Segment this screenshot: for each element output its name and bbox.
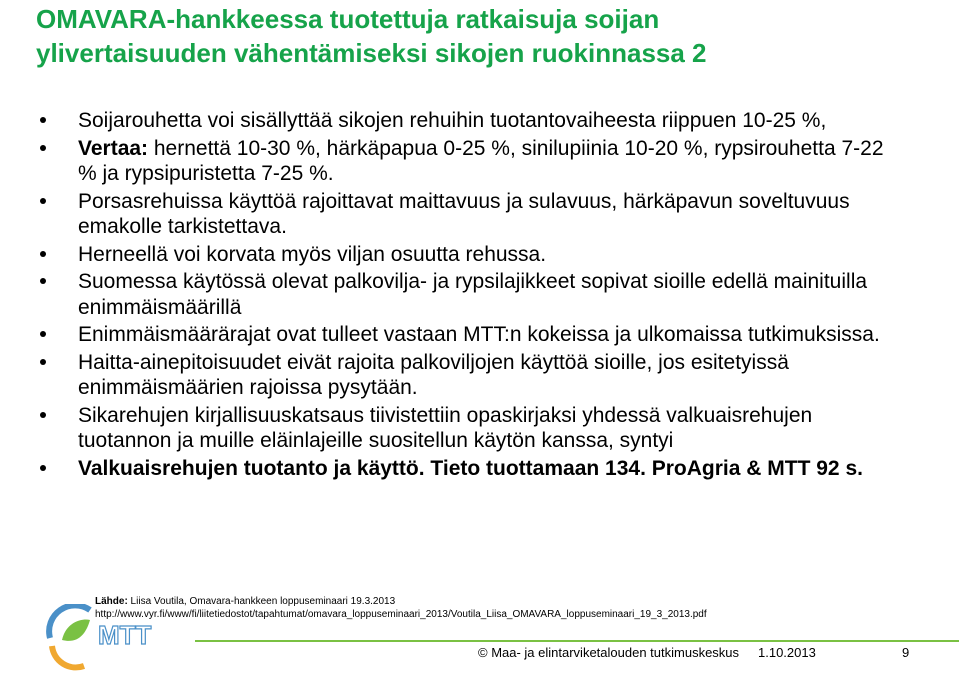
slide-title xyxy=(36,2,936,70)
logo-text: MTT xyxy=(98,620,152,650)
bullet-item xyxy=(40,242,900,267)
page-number: 9 xyxy=(902,645,910,660)
bullet-item xyxy=(40,269,900,320)
bullet-text: Haitta-ainepitoisuudet eivät rajoita palkoviljojen käyttöä sioille, jos esitetyissä enimmäismäärien rajoissa pysytään. xyxy=(78,351,789,400)
bullet-bold-text: Vertaa: xyxy=(78,136,149,160)
source-url[interactable]: http://www.vyr.fi/www/fi/liitetiedostot/tapahtumat/omavara_loppuseminaari_2013/Voutila_Liisa_OMAVARA_loppuseminaari_19_3_2013.pdf xyxy=(95,609,707,620)
bullet-item xyxy=(40,189,900,240)
bullet-bold-text: Valkuaisrehujen tuotanto ja käyttö. Tieto tuottamaan 134. ProAgria & MTT 92 s. xyxy=(78,456,863,480)
bullet-text: Herneellä voi korvata myös viljan osuutta rehussa. xyxy=(78,242,547,266)
source-label: Lähde: xyxy=(95,596,128,607)
footer xyxy=(478,645,928,665)
bullet-dot-icon xyxy=(40,145,46,151)
bullet-dot-icon xyxy=(40,465,46,471)
mtt-logo xyxy=(44,604,194,674)
slide-title-line-1: OMAVARA-hankkeessa tuotettuja ratkaisuja soijan xyxy=(36,4,660,34)
bullet-text: Suomessa käytössä olevat palkovilja- ja rypsilajikkeet sopivat sioille edellä mainituilla enimmäismäärillä xyxy=(78,270,868,319)
bullet-dot-icon xyxy=(40,117,46,123)
leaf-icon xyxy=(62,620,90,641)
bullet-text: Porsasrehuissa käyttöä rajoittavat maittavuus ja sulavuus, härkäpavun soveltuvuus emakolle tarkistettava. xyxy=(78,189,850,238)
bullet-dot-icon xyxy=(40,198,46,204)
bullet-dot-icon xyxy=(40,251,46,257)
logo-arc-orange xyxy=(52,646,84,667)
bullet-item xyxy=(40,403,900,454)
bullet-text: Enimmäismäärärajat ovat tulleet vastaan MTT:n kokeissa ja ulkomaissa tutkimuksissa. xyxy=(78,323,880,347)
bullet-text: hernettä 10-30 %, härkäpapua 0-25 %, sinilupiinia 10-20 %, rypsirouhetta 7-22 % ja rypsipuristetta 7-25 %. xyxy=(78,136,884,185)
source-line xyxy=(95,595,915,608)
slide-title-line-2: ylivertaisuuden vähentämiseksi sikojen ruokinnassa 2 xyxy=(36,38,707,68)
footer-divider xyxy=(195,640,959,642)
bullet-item xyxy=(40,350,900,401)
bullet-dot-icon xyxy=(40,359,46,365)
bullet-text: Sikarehujen kirjallisuuskatsaus tiivistettiin opaskirjaksi yhdessä valkuaisrehujen tuotannon ja muille eläinlajeille suositellun käytön kanssa, syntyi xyxy=(78,404,813,453)
bullet-text: Soijarouhetta voi sisällyttää sikojen rehuihin tuotantovaiheesta riippuen 10-25 %, xyxy=(78,109,827,132)
footer-copyright: © Maa- ja elintarviketalouden tutkimuskeskus xyxy=(478,645,740,660)
bullet-item xyxy=(40,456,900,481)
bullet-dot-icon xyxy=(40,331,46,337)
bullet-dot-icon xyxy=(40,412,46,418)
source-note xyxy=(95,595,915,621)
source-text: Liisa Voutila, Omavara-hankkeen loppuseminaari 19.3.2013 xyxy=(127,596,396,607)
bullet-list xyxy=(40,108,900,484)
bullet-item xyxy=(40,136,900,187)
bullet-item xyxy=(40,108,900,133)
bullet-item xyxy=(40,322,900,347)
footer-date: 1.10.2013 xyxy=(758,645,816,660)
bullet-dot-icon xyxy=(40,278,46,284)
